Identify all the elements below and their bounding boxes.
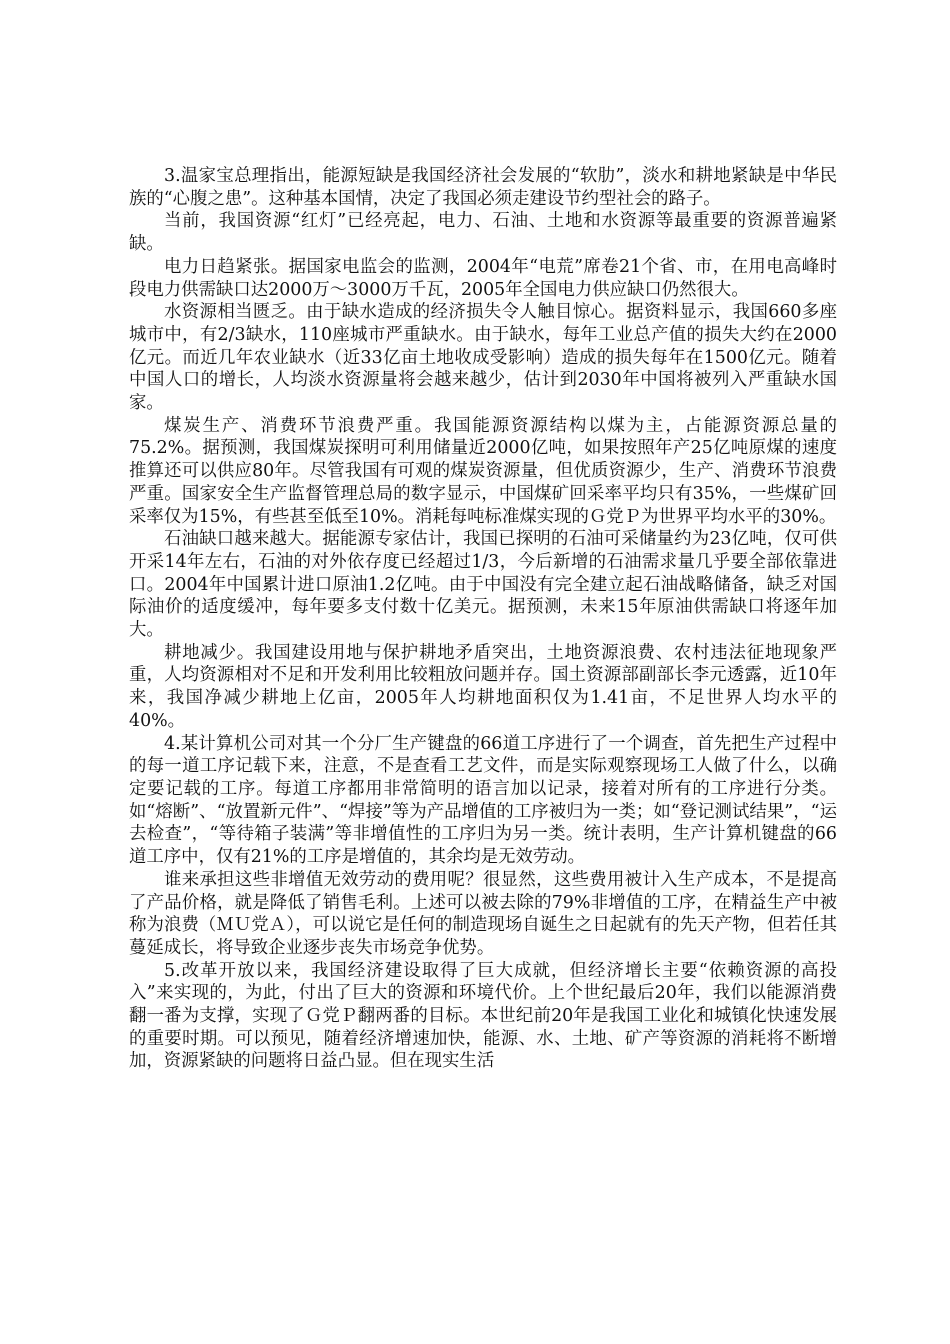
paragraph-water: 水资源相当匮乏。由于缺水造成的经济损失令人触目惊心。据资料显示，我国660多座城市中，有2/3缺水，110座城市严重缺水。由于缺水，每年工业总产值的损失大约在2000亿元。而近几年农业缺水（近33亿亩土地收成受影响）造成的损失每年在1500亿元。随着中国人口的增长，人均淡水资源量将会越来越少，估计到2030年中国将被列入严重缺水国家。 — [129, 302, 837, 414]
paragraph-coal: 煤炭生产、消费环节浪费严重。我国能源资源结构以煤为主，占能源资源总量的75.2%。据预测，我国煤炭探明可利用储量近2000亿吨，如果按照年产25亿吨原煤的速度推算还可以供应80年。尽管我国有可观的煤炭资源量，但优质资源少，生产、消费环节浪费严重。国家安全生产监督管理总局的数字显示，中国煤矿回采率平均只有35%，一些煤矿回采率仅为15%，有些甚至低至10%。消耗每吨标准煤实现的Ｇ党Ｐ为世界平均水平的30%。 — [129, 415, 837, 527]
paragraph-non-value-cost: 谁来承担这些非增值无效劳动的费用呢？很显然，这些费用被计入生产成本，不是提高了产品价格，就是降低了销售毛利。上述可以被去除的79%非增值的工序，在精益生产中被称为浪费（ＭＵ党Ａ），可以说它是任何的制造现场自诞生之日起就有的先天产物，但若任其蔓延成长，将导致企业逐步丧失市场竞争优势。 — [129, 869, 837, 958]
paragraph-resource-red-light: 当前，我国资源“红灯”已经亮起，电力、石油、土地和水资源等最重要的资源普遍紧缺。 — [129, 211, 837, 255]
paragraph-3-intro: 3.温家宝总理指出，能源短缺是我国经济社会发展的“软肋”，淡水和耕地紧缺是中华民族的“心腹之患”。这种基本国情，决定了我国必须走建设节约型社会的路子。 — [129, 166, 837, 209]
paragraph-5-reform: 5.改革开放以来，我国经济建设取得了巨大成就，但经济增长主要“依赖资源的高投入”来实现的，为此，付出了巨大的资源和环境代价。上个世纪最后20年，我们以能源消费翻一番为支撑，实现了Ｇ党Ｐ翻两番的目标。本世纪前20年是我国工业化和城镇化快速发展的重要时期。可以预见，随着经济增速加快，能源、水、土地、矿产等资源的消耗将不断增加，资源紧缺的问题将日益凸显。但在现实生活 — [129, 960, 837, 1072]
paragraph-oil: 石油缺口越来越大。据能源专家估计，我国已探明的石油可采储量约为23亿吨，仅可供开采14年左右，石油的对外依存度已经超过1/3，今后新增的石油需求量几乎要全部依靠进口。2004年中国累计进口原油1.2亿吨。由于中国没有完全建立起石油战略储备，缺乏对国际油价的适度缓冲，每年要多支付数十亿美元。据预测，未来15年原油供需缺口将逐年加大。 — [129, 529, 837, 641]
document-body — [129, 165, 837, 1073]
paragraph-farmland: 耕地减少。我国建设用地与保护耕地矛盾突出，土地资源浪费、农村违法征地现象严重，人均资源相对不足和开发利用比较粗放问题并存。国土资源部副部长李元透露，近10年来，我国净减少耕地上亿亩，2005年人均耕地面积仅为1.41亩，不足世界人均水平的40%。 — [129, 642, 837, 731]
paragraph-electricity: 电力日趋紧张。据国家电监会的监测，2004年“电荒”席卷21个省、市，在用电高峰时段电力供需缺口达2000万～3000万千瓦，2005年全国电力供应缺口仍然很大。 — [129, 256, 837, 300]
paragraph-4-keyboard-survey: 4.某计算机公司对其一个分厂生产键盘的66道工序进行了一个调查，首先把生产过程中的每一道工序记载下来，注意，不是查看工艺文件，而是实际观察现场工人做了什么，以确定要记载的工序。每道工序都用非常简明的语言加以记录，接着对所有的工序进行分类。如“熔断”、“放置新元件”、“焊接”等为产品增值的工序被归为一类；如“登记测试结果”，“运去检查”，“等待箱子装满”等非增值性的工序归为另一类。统计表明，生产计算机键盘的66道工序中，仅有21%的工序是增值的，其余均是无效劳动。 — [129, 733, 837, 868]
